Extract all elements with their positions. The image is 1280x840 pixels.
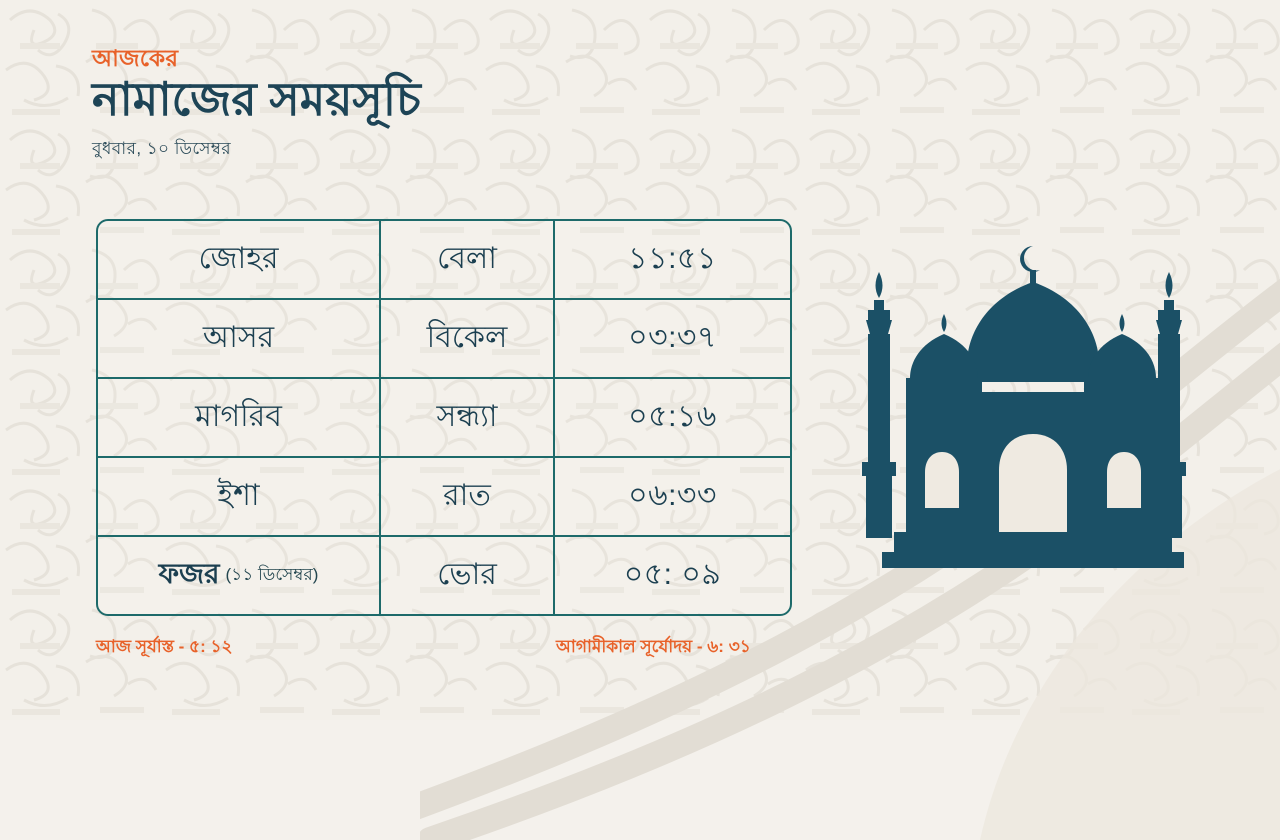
sunset-info: আজ সূর্যাস্ত - ৫: ১২	[96, 637, 233, 656]
prayer-name: ফজর	[158, 558, 220, 589]
table-row	[98, 221, 790, 300]
mosque-silhouette-icon	[848, 238, 1218, 598]
prayer-name-note: (১১ ডিসেম্বর)	[225, 564, 319, 584]
prayer-daypart: বেলা	[381, 221, 555, 298]
prayer-time: ০৫:১৬	[628, 400, 717, 433]
page-title: নামাজের সময়সূচি	[92, 73, 421, 126]
table-row	[98, 300, 790, 379]
prayer-time: ০৫: ০৯	[623, 558, 722, 591]
prayer-name: ইশা	[98, 458, 381, 535]
prayer-daypart: রাত	[381, 458, 555, 535]
prayer-name-cell	[98, 537, 381, 614]
prayer-daypart: বিকেল	[381, 300, 555, 377]
prayer-name: মাগরিব	[98, 379, 381, 456]
prayer-name: আসর	[98, 300, 381, 377]
page-header	[92, 46, 421, 164]
header-kicker: আজকের	[92, 45, 179, 71]
table-row	[98, 458, 790, 537]
table-row	[98, 379, 790, 458]
prayer-daypart: সন্ধ্যা	[381, 379, 555, 456]
prayer-times-table	[96, 219, 792, 616]
header-date: বুধবার, ১০ ডিসেম্বর	[92, 139, 231, 159]
prayer-daypart: ভোর	[381, 537, 555, 614]
prayer-time: ১১:৫১	[628, 242, 717, 275]
prayer-time: ০৬:৩৩	[628, 479, 717, 512]
sunrise-info: আগামীকাল সূর্যোদয় - ৬: ৩১	[556, 637, 751, 656]
prayer-name: জোহর	[98, 221, 381, 298]
prayer-time: ০৩:৩৭	[628, 321, 717, 354]
table-row	[98, 537, 790, 614]
